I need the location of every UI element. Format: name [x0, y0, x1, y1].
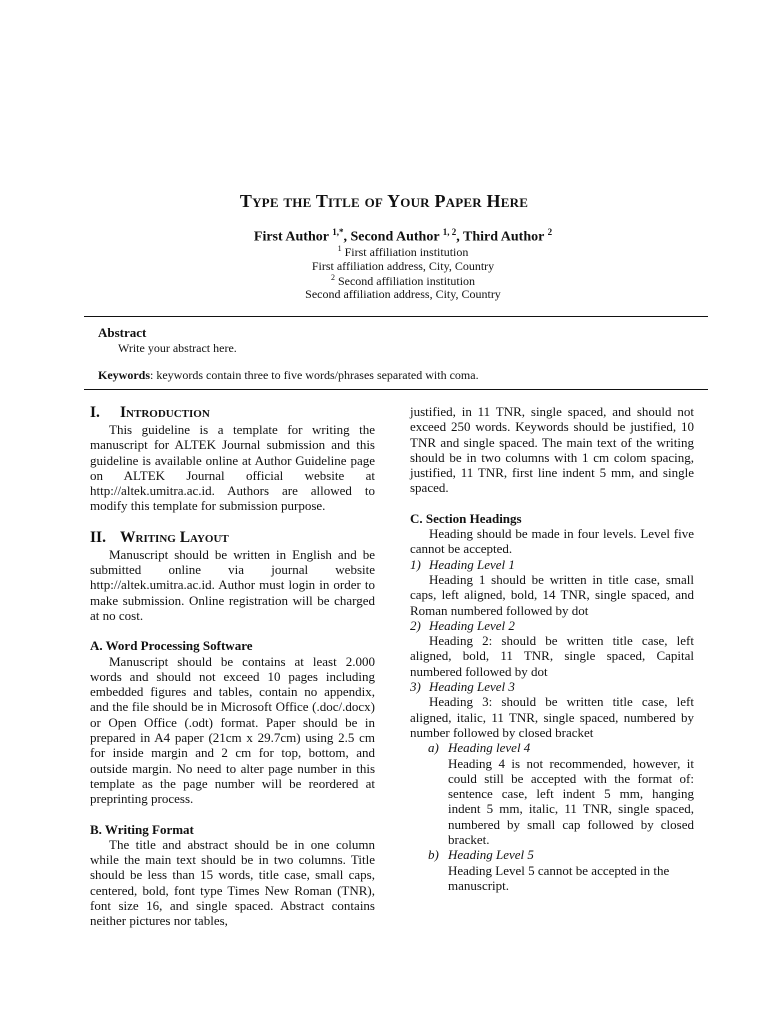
section-number: II.: [90, 528, 106, 546]
heading-level-3-title: [410, 679, 694, 694]
heading-level-3-paragraph: Heading 3: should be written title case, left aligned, italic, 11 TNR, single spaced, numbered by number followed by closed bracket: [410, 694, 694, 740]
affiliation-marker: 2: [330, 273, 335, 282]
list-letter: b): [428, 847, 439, 863]
author-line: [0, 227, 768, 246]
keywords-line: [98, 368, 479, 383]
list-letter: a): [428, 740, 439, 756]
heading-title: Heading Level 1: [429, 556, 515, 572]
heading-level-5-paragraph: Heading Level 5 cannot be accepted in the manuscript.: [448, 862, 670, 893]
heading-title: Heading Level 5: [448, 847, 534, 863]
heading-title: Heading Level 3: [429, 679, 515, 695]
keywords-label: Keywords: [98, 368, 150, 382]
third-author-affil: 2: [547, 227, 553, 237]
section-headings-paragraph: Heading should be made in four levels. Level five cannot be accepted.: [410, 526, 694, 557]
affiliation-institution: Second affiliation institution: [334, 274, 476, 288]
heading-level-2-title: [410, 618, 694, 633]
heading-level-1-paragraph: Heading 1 should be written in title case, small caps, left aligned, bold, 14 TNR, single spaced, and Roman numbered followed by dot: [410, 571, 694, 618]
left-column: [90, 404, 375, 929]
section-heading-introduction: [90, 404, 375, 422]
keywords-text: : keywords contain three to five words/phrases separated with coma.: [150, 368, 479, 382]
list-number: 3): [410, 679, 421, 695]
heading-level-2-paragraph: Heading 2: should be written title case, left aligned, bold, 11 TNR, single spaced, Capital numbered followed by dot: [410, 633, 694, 679]
right-column: [410, 404, 694, 893]
list-number: 2): [410, 617, 421, 633]
affiliation-1-address: First affiliation address, City, Country: [311, 259, 495, 273]
affiliation-2-address: Second affiliation address, City, Country: [305, 287, 501, 301]
section-heading-writing-layout: [90, 529, 375, 547]
abstract-heading: Abstract: [98, 325, 147, 340]
paper-title: Type the Title of Your Paper Here: [239, 191, 529, 211]
word-processing-paragraph: Manuscript should be contains at least 2.000 words and should not exceed 10 pages including embedded figures and tables, contain no appendix, and the file should be in Microsoft Office (.doc/.docx) or Open Office (.odt) format. Paper should be in prepared in A4 paper (21cm x 29.7cm) using 2.5 cm for inside margin and 2 cm for top, bottom, and outside margin. No need to alter page number in this template as the page number will be reordered at preprinting process.: [90, 653, 375, 807]
abstract-text: Write your abstract here.: [118, 341, 237, 355]
writing-layout-paragraph: Manuscript should be written in English and be submitted online via journal website http://altek.umitra.ac.id. Author must login in order to make submission. Online registration will be charged at no cost.: [90, 546, 375, 623]
abstract-top-rule: [84, 316, 708, 317]
author-separator: , Third Author: [456, 229, 548, 245]
subsection-heading-writing-format: B. Writing Format: [90, 821, 194, 837]
section-title: Writing Layout: [120, 528, 229, 546]
author-separator: , Second Author: [343, 229, 443, 245]
subsection-heading-section-headings: C. Section Headings: [410, 510, 522, 526]
writing-format-paragraph-continued: justified, in 11 TNR, single spaced, and should not exceed 250 words. Keywords should be justified, 10 TNR and single spaced. The main text of the writing should be in two columns with 1 cm colom spacing, justified, 11 TNR, first line indent 5 mm, and single spaced.: [410, 404, 694, 496]
writing-format-paragraph: The title and abstract should be in one column while the main text should be in two columns. Title should be less than 15 words, title case, small caps, centered, bold, font type Times New Roman (TNR), font size 16, and single spaced. Abstract contains neither pictures nor tables,: [90, 836, 375, 929]
introduction-paragraph: This guideline is a template for writing the manuscript for ALTEK Journal submission and this guideline is available online at Author Guideline page on ALTEK Journal official website at http://altek.umitra.ac.id. Authors are allowed to modify this template for submission purpose.: [90, 422, 375, 514]
heading-level-1-title: [410, 557, 694, 572]
affiliation-marker: 1: [337, 244, 342, 253]
heading-level-5-title: [428, 847, 694, 862]
section-number: I.: [90, 404, 100, 421]
corresponding-mark: *: [338, 227, 344, 237]
section-title: Introduction: [120, 404, 210, 421]
heading-level-4-paragraph: Heading 4 is not recommended, however, it could still be accepted with the format of: sentence case, left indent 5 mm, hanging indent 5 mm, italic, 11 TNR, single spaced, numbered by small cap followed by closed bracket.: [448, 755, 694, 848]
heading-level-4-title: [428, 740, 694, 755]
affiliation-1-name: [0, 244, 768, 260]
list-number: 1): [410, 556, 421, 572]
heading-title: Heading Level 2: [429, 617, 515, 633]
abstract-bottom-rule: [84, 389, 708, 390]
heading-title: Heading level 4: [448, 740, 531, 756]
subsection-heading-word-processing: A. Word Processing Software: [90, 638, 253, 654]
affiliation-institution: First affiliation institution: [341, 245, 469, 259]
first-author-affil: 1,: [332, 227, 339, 237]
first-author: First Author: [253, 229, 333, 245]
second-author-affil: 1, 2: [442, 227, 457, 237]
